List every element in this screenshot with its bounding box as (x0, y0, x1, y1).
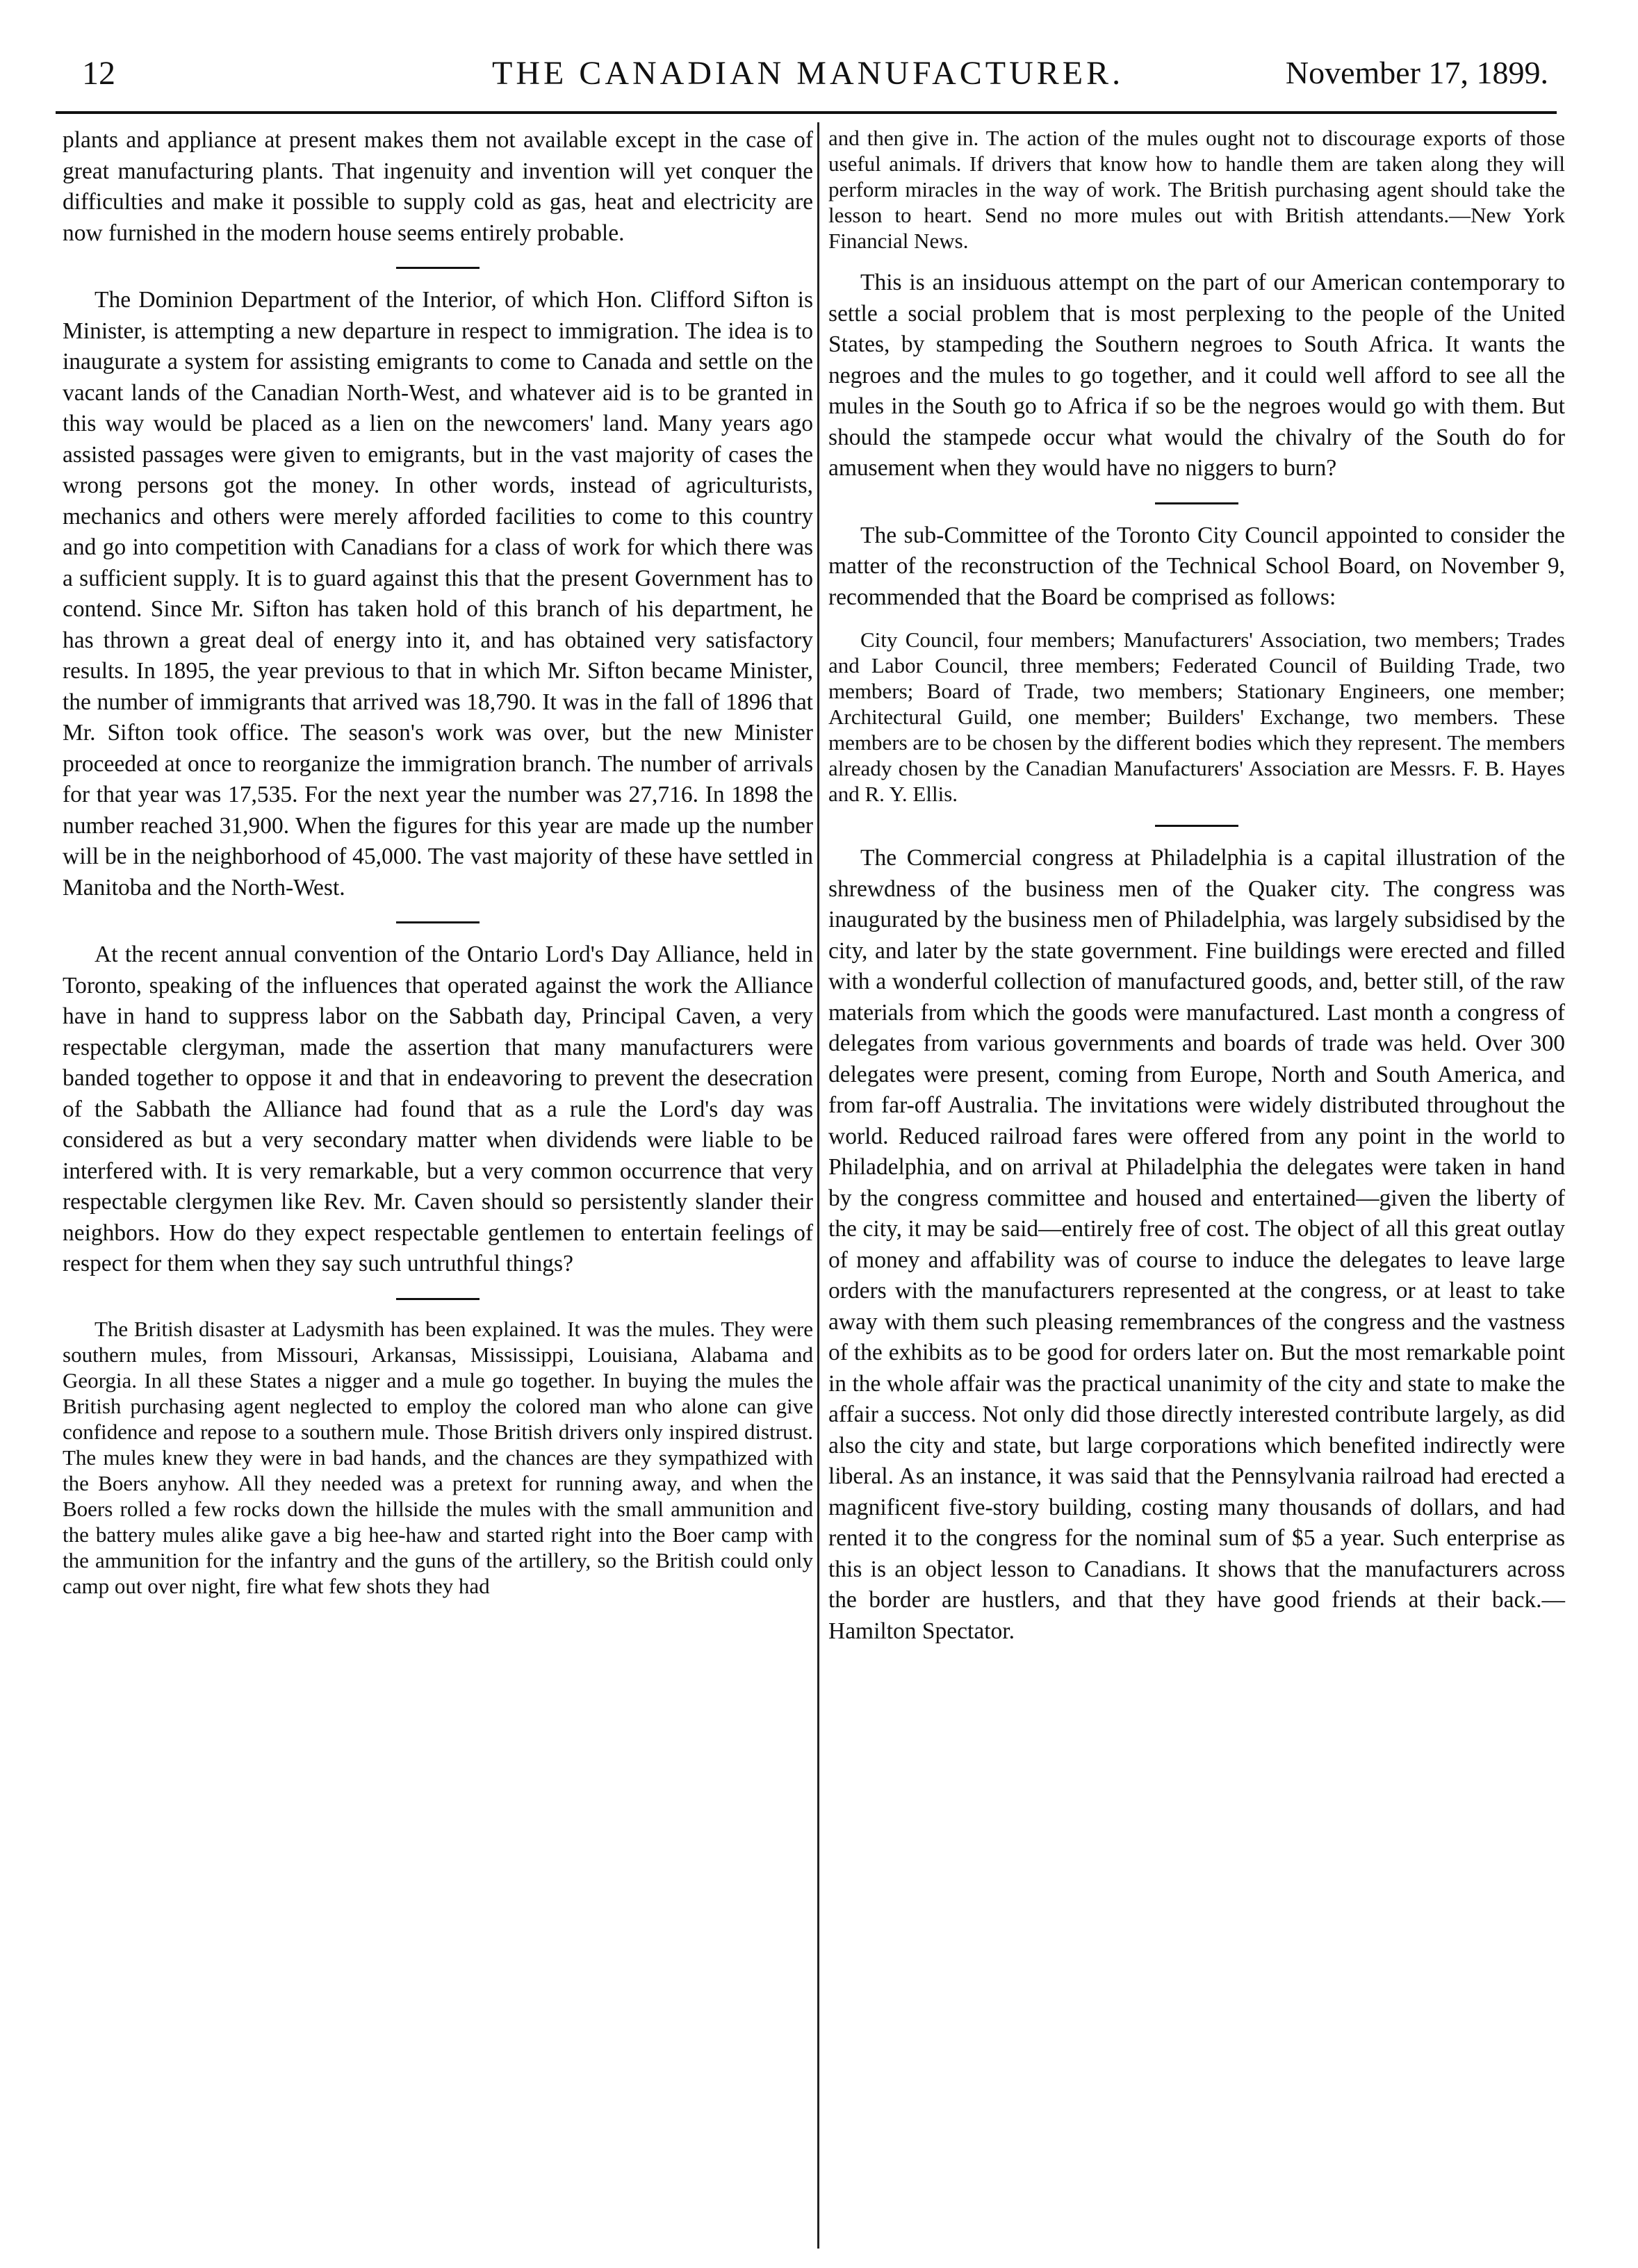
section-separator (63, 249, 813, 285)
section-separator (63, 1280, 813, 1316)
article-paragraph: At the recent annual convention of the Ontario Lord's Day Alliance, held in Toronto, speaking of the influences that operated against the work the Alliance have in hand to suppress labor on the Sabbath day, Principal Caven, a very respectable clergyman, made the assertion that many manufacturers were banded together to oppose it and that in endeavoring to prevent the desecration of the Sabbath the Alliance had found that as a rule the Lord's day was considered as but a very secondary matter when dividends were liable to be interfered with. It is very remarkable, but a very common occurrence that very respectable clergymen like Rev. Mr. Caven should so persistently slander their neighbors. How do they expect respectable gentlemen to entertain feelings of respect for them when they say such untruthful things? (63, 942, 813, 1276)
page-header (82, 49, 1548, 104)
article-paragraph: plants and appliance at present makes them not available except in the case of great manufacturing plants. That ingenuity and invention will yet conquer the difficulties and make it possible to supply cold as gas, heat and electricity are now furnished in the modern house seems entirely probable. (63, 127, 813, 246)
article-paragraph: The sub-Committee of the Toronto City Council appointed to consider the matter of the reconstruction of the Technical School Board, on November 9, recommended that the Board be comprised as follows: (828, 522, 1565, 610)
section-separator (828, 807, 1565, 843)
article-paragraph: The Dominion Department of the Interior, of which Hon. Clifford Sifton is Minister, is attempting a new departure in respect to immigration. The idea is to inaugurate a system for assisting emigrants to come to Canada and settle on the vacant lands of the Canadian North-West, and whatever aid is to be granted in this way would be placed as a lien on the newcomers' land. Many years ago assisted passages were given to emigrants, but in the vast majority of cases the wrong persons got the money. In other words, instead of agriculturists, mechanics and others were merely afforded facilities to come to this country and go into competition with Canadians for a class of work for which there was a sufficient supply. It is to guard against this that the present Government has to contend. Since Mr. Sifton has taken hold of this branch of his department, he has thrown a great deal of energy into it, and has obtained very satisfactory results. In 1895, the year previous to that in which Mr. Sifton became Minister, the number of immigrants that arrived was 18,790. It was in the fall of 1896 that Mr. Sifton took office. The season's work was over, but the new Minister proceeded at once to reorganize the immigration branch. The number of arrivals for that year was 17,535. For the next year the number was 27,716. In 1898 the number reached 31,900. When the figures for this year are made up the number will be in the neighborhood of 45,000. The vast majority of these have settled in Manitoba and the North-West. (63, 287, 813, 901)
page-number: 12 (82, 55, 115, 92)
section-separator (828, 484, 1565, 520)
issue-date: November 17, 1899. (1285, 55, 1548, 90)
article-paragraph: The British disaster at Ladysmith has been explained. It was the mules. They were southern mules, from Missouri, Arkansas, Mississippi, Louisiana, Alabama and Georgia. In all these States a nigger and a mule go together. In buying the mules the British purchasing agent neglected to employ the colored man who alone can give confidence and repose to a southern mule. Those British drivers only inspired distrust. The mules knew they were in bad hands, and the chances are they sympathized with the Boers anyhow. All they needed was a pretext for running away, and when the Boers rolled a few rocks down the hillside the mules with the small ammunition and the battery mules alike gave a big hee-haw and started right into the Boer camp with the ammunition for the infantry and the guns of the artillery, so the British could only camp out over night, fire what few shots they had (63, 1316, 813, 1598)
column-divider (817, 122, 819, 2249)
right-column (828, 125, 1565, 1647)
article-paragraph: This is an insiduous attempt on the part of our American contemporary to settle a social problem that is most perplexing to the people of the United States, by stampeding the Southern negroes to South Africa. It wants the negroes and the mules to go together, and it could well afford to see all the mules in the South go to Africa if so be the negroes would go with them. But should the stampede occur what would the chivalry of the South do for amusement when they would have no niggers to burn? (828, 270, 1565, 481)
left-column (63, 125, 813, 1599)
article-paragraph: The Commercial congress at Philadelphia is a capital illustration of the shrewdness of the business men of the Quaker city. The congress was inaugurated by the business men of Philadelphia, was largely subsidised by the city, and later by the state government. Fine buildings were erected and filled with a wonderful collection of manufactured goods, and, better still, of the raw materials from which the goods were manufactured. Last month a congress of delegates from various governments and boards of trade was held. Over 300 delegates were present, coming from Europe, North and South America, and from far-off Australia. The invitations were widely distributed throughout the world. Reduced railroad fares were offered from any point in the world to Philadelphia, and on arrival at Philadelphia the delegates were taken in hand by the congress committee and housed and entertained—given the liberty of the city, it may be said—entirely free of cost. The object of all this great outlay of money and affability was of course to induce the delegates to leave large orders with the manufacturers represented at the congress, or at least to take away with them such pleasing remembrances of the congress and the vastness of the exhibits as to be good for orders later on. But the most remarkable point in the whole affair was the practical unanimity of the city and state to make the affair a success. Not only did those directly interested contribute largely, as did also the city and state, but large corporations which benefited indirectly were liberal. As an instance, it was said that the Pennsylvania railroad had erected a magnificent five-story building, costing many thousands of dollars, and had rented it to the congress for the nominal sum of $5 a year. Such enterprise as this is an object lesson to Canadians. It shows that the manufacturers across the border are hustlers, and that they have good friends at their back.—Hamilton Spectator. (828, 845, 1565, 1644)
header-rule (56, 111, 1557, 114)
publication-title: THE CANADIAN MANUFACTURER. (492, 55, 1124, 92)
article-paragraph: City Council, four members; Manufacturers' Association, two members; Trades and Labor Council, three members; Federated Council of Building Trade, two members; Board of Trade, two members; Stationary Engineers, one member; Architectural Guild, one member; Builders' Exchange, two members. These members are to be chosen by the different bodies which they represent. The members already chosen by the Canadian Manufacturers' Association are Messrs. F. B. Hayes and R. Y. Ellis. (828, 627, 1565, 806)
article-paragraph: and then give in. The action of the mules ought not to discourage exports of those useful animals. If drivers that know how to handle them are taken along they will perform miracles in the way of work. The British purchasing agent should take the lesson to heart. Send no more mules out with British attendants.—New York Financial News. (828, 126, 1565, 253)
section-separator (63, 903, 813, 939)
